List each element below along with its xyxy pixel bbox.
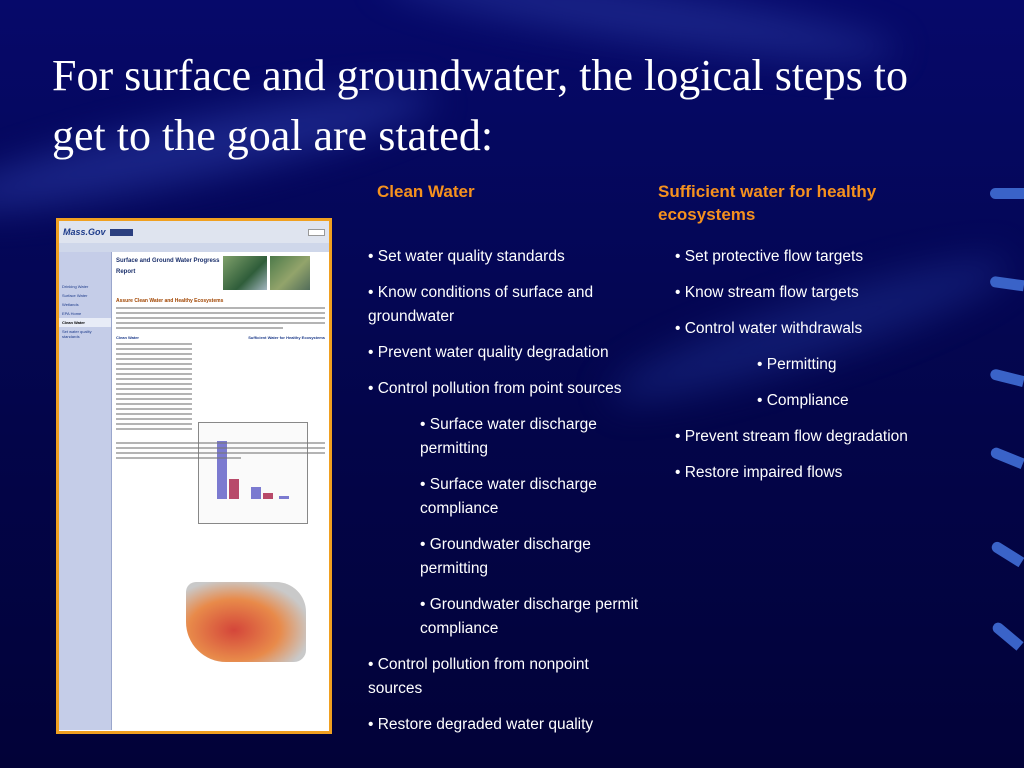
stream-photo xyxy=(223,256,267,290)
screenshot-header-title: Surface and Ground Water Progress Report xyxy=(116,258,220,275)
screenshot-main xyxy=(112,252,329,730)
sidebar-item: EPA Home xyxy=(62,311,82,316)
screenshot-text-block xyxy=(116,343,192,430)
list-subitem: • Groundwater discharge permitting xyxy=(420,536,591,577)
screenshot-bar-chart xyxy=(198,422,308,524)
landscape-photo xyxy=(270,256,310,290)
list-item: • Know stream flow targets xyxy=(675,284,859,301)
screenshot-col-right: Sufficient Water for Healthy Ecosystems xyxy=(248,335,325,340)
sidebar-item: Clean Water xyxy=(59,318,111,327)
slide-title: For surface and groundwater, the logical steps to get to the goal are stated: xyxy=(52,51,908,160)
mass-gov-logo: Mass.Gov xyxy=(63,227,106,237)
sidebar-item: Wetlands xyxy=(62,302,79,307)
screenshot-map xyxy=(186,582,306,662)
decorative-bar xyxy=(990,188,1024,199)
clean-water-heading: Clean Water xyxy=(377,182,475,201)
clean-water-list xyxy=(368,245,640,749)
list-subitem: • Groundwater discharge permit compliance xyxy=(420,596,639,637)
list-subitem: • Surface water discharge compliance xyxy=(420,476,597,517)
screenshot-col-left: Clean Water xyxy=(116,335,139,340)
list-item: • Control pollution from nonpoint sources xyxy=(368,656,589,697)
list-subitem: • Compliance xyxy=(757,392,849,409)
list-item: • Know conditions of surface and groundwater xyxy=(368,284,594,325)
list-item: • Control pollution from point sources xyxy=(368,380,622,397)
list-subitem: • Permitting xyxy=(757,356,837,373)
decorative-bar xyxy=(989,368,1024,387)
screenshot-topbar xyxy=(59,221,329,243)
list-item: • Prevent water quality degradation xyxy=(368,344,609,361)
decorative-bar xyxy=(989,446,1024,469)
decorative-bar xyxy=(990,620,1023,650)
list-item: • Restore impaired flows xyxy=(675,464,843,481)
screenshot-sidebar xyxy=(59,252,112,730)
list-item: • Set protective flow targets xyxy=(675,248,864,265)
report-page-screenshot xyxy=(56,218,332,734)
decorative-bar xyxy=(990,540,1024,567)
list-item: • Set water quality standards xyxy=(368,248,565,265)
sidebar-item: Set water quality standards xyxy=(62,329,92,339)
sufficient-water-list xyxy=(675,245,975,497)
list-item: • Control water withdrawals xyxy=(675,320,863,337)
sidebar-item: Drinking Water xyxy=(62,284,89,289)
list-subitem: • Surface water discharge permitting xyxy=(420,416,597,457)
screenshot-toplinks xyxy=(110,229,134,236)
list-item: • Restore degraded water quality xyxy=(368,716,594,733)
decorative-bar xyxy=(989,276,1024,292)
screenshot-nav xyxy=(59,243,329,252)
screenshot-section-heading: Assure Clean Water and Healthy Ecosystems xyxy=(116,298,224,304)
sidebar-item: Surface Water xyxy=(62,293,88,298)
screenshot-text-block xyxy=(116,307,325,329)
screenshot-search xyxy=(308,229,325,236)
list-item: • Prevent stream flow degradation xyxy=(675,428,908,445)
sufficient-water-heading: Sufficient water for healthy ecosystems xyxy=(658,182,877,224)
